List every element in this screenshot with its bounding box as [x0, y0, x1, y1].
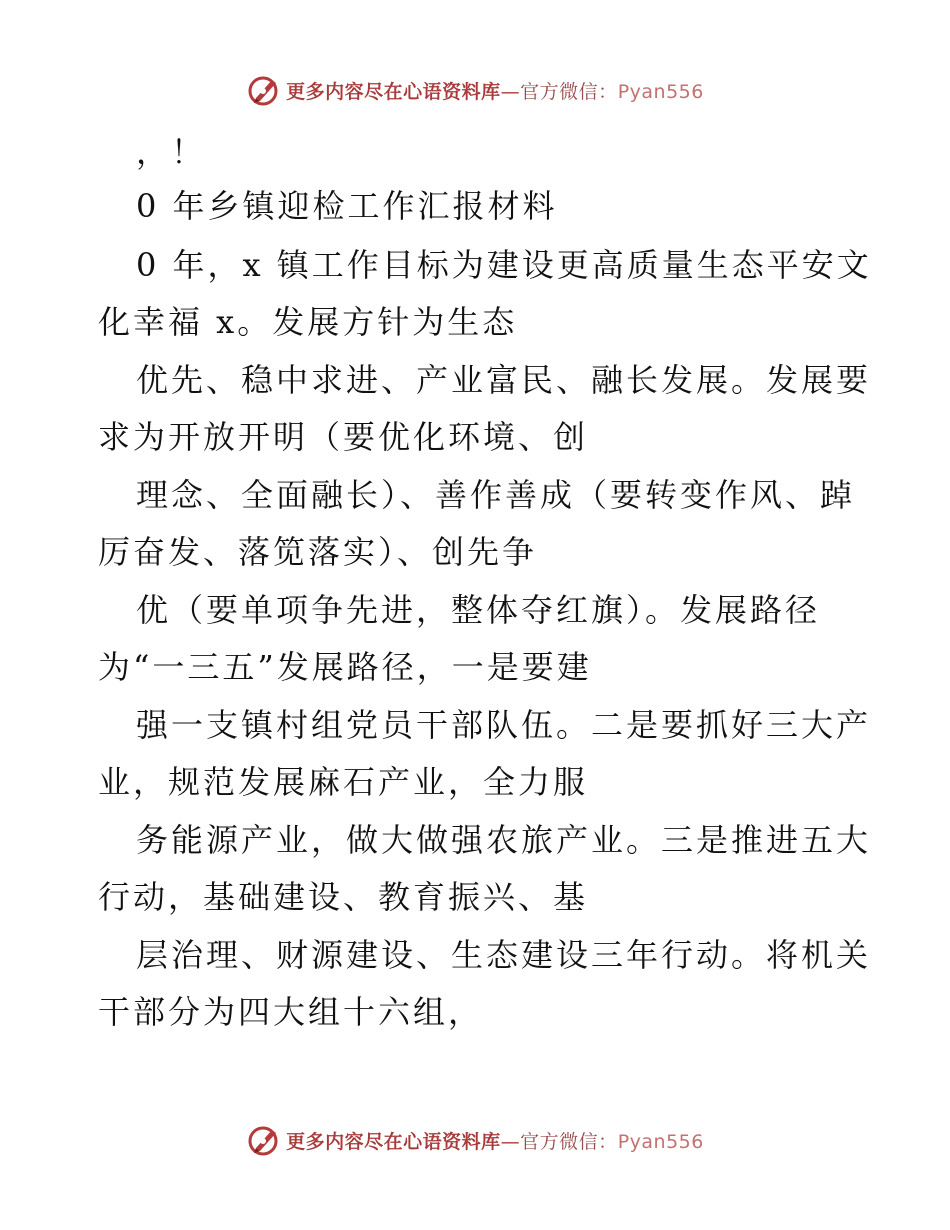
- text-line: 行动，基础建设、教育振兴、基: [98, 878, 589, 916]
- footer-banner: [0, 1120, 950, 1160]
- banner-text: [286, 77, 704, 104]
- document-title: 0 年乡镇迎检工作汇报材料: [136, 187, 558, 225]
- text-line: 层治理、财源建设、生态建设三年行动。将机关: [136, 936, 872, 974]
- text-line: ，！: [136, 133, 207, 171]
- text-line: 优先、稳中求进、产业富民、融长发展。发展要: [136, 361, 872, 399]
- text-line: 求为开放开明（要优化环境、创: [98, 418, 589, 456]
- pen-logo-icon: [246, 72, 282, 108]
- text-line: 强一支镇村组党员干部队伍。二是要抓好三大产: [136, 706, 872, 744]
- banner-official-label: 官方微信：: [520, 80, 618, 103]
- header-banner: [0, 70, 950, 110]
- text-line: 厉奋发、落笕落实）、创先争: [98, 533, 538, 571]
- pen-logo-icon: [246, 1122, 282, 1158]
- text-line: 理念、全面融长）、善作善成（要转变作风、踔: [136, 476, 856, 514]
- banner-separator: —: [500, 1130, 521, 1153]
- banner-main-text: 更多内容尽在心语资料库: [286, 80, 501, 103]
- text-line: 0 年，x 镇工作目标为建设更高质量生态平安文: [136, 246, 872, 284]
- banner-text: [286, 1127, 704, 1154]
- text-line: 业，规范发展麻石产业，全力服: [98, 763, 589, 801]
- text-line: 务能源产业，做大做强农旅产业。三是推进五大: [136, 821, 872, 859]
- text-line: 干部分为四大组十六组，: [98, 993, 484, 1031]
- text-line: 为“一三五”发展路径，一是要建: [98, 648, 592, 686]
- text-line: 化幸福 x。发展方针为生态: [98, 303, 518, 341]
- banner-official-label: 官方微信：: [520, 1130, 618, 1153]
- banner-main-text: 更多内容尽在心语资料库: [286, 1130, 501, 1153]
- banner-separator: —: [500, 80, 521, 103]
- banner-wechat-id: Pyan556: [617, 80, 704, 103]
- text-line: 优（要单项争先进，整体夺红旗）。发展路径: [136, 591, 821, 629]
- banner-wechat-id: Pyan556: [617, 1130, 704, 1153]
